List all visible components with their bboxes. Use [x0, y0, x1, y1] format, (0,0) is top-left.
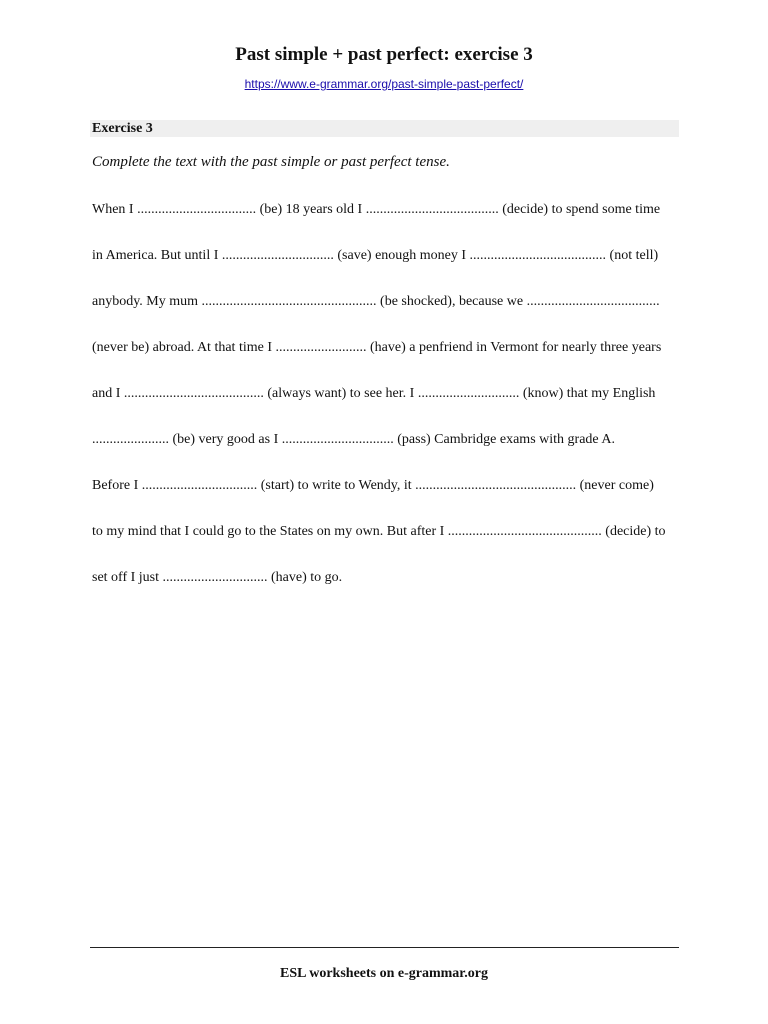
exercise-text-line: (never be) abroad. At that time I .......................... (have) a penfriend in Vermont for nearly three years — [92, 340, 662, 355]
exercise-text-line: ...................... (be) very good as I ................................ (pass) Cambridge exams with grade A. — [92, 432, 615, 447]
footer-divider — [90, 947, 679, 948]
exercise-text-line: set off I just .............................. (have) to go. — [92, 570, 343, 585]
exercise-instruction: Complete the text with the past simple or past perfect tense. — [92, 154, 450, 170]
exercise-text-line: to my mind that I could go to the States on my own. But after I ............................................ (decide) to — [92, 524, 666, 539]
exercise-text-line: Before I ................................. (start) to write to Wendy, it .............................................. (never come) — [92, 478, 654, 493]
exercise-text-line: in America. But until I ................................ (save) enough money I ....................................... (not tell) — [92, 248, 659, 263]
exercise-text-line: anybody. My mum .................................................. (be shocked), because we ...................................... — [92, 294, 660, 309]
source-link[interactable]: https://www.e-grammar.org/past-simple-past-perfect/ — [244, 77, 524, 91]
page-title: Past simple + past perfect: exercise 3 — [235, 44, 533, 65]
exercise-text-line: When I .................................. (be) 18 years old I ...................................... (decide) to spend some time — [92, 202, 661, 217]
exercise-text-line: and I ........................................ (always want) to see her. I ............................. (know) that my English — [92, 386, 656, 401]
exercise-heading: Exercise 3 — [90, 120, 679, 137]
footer-text: ESL worksheets on e-grammar.org — [280, 966, 488, 981]
exercise-text — [92, 201, 682, 615]
